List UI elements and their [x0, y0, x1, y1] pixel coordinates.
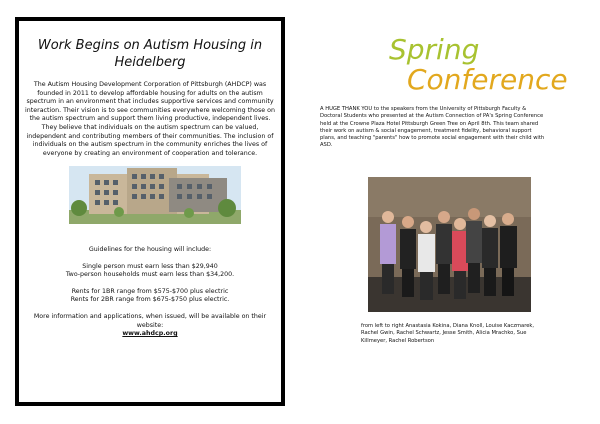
article-body: The Autism Housing Development Corporation of Pittsburgh (AHDCP) was founded in 2011 to develop affordable housing for adults on the autism spectrum in an environment that includes supportive services and community interaction. Their vision is to see communities everywhere welcoming those on the autism spectrum and support them living productive, independent lives. They believe that individuals on the autism spectrum can be valued, independent and contributing members of their communities. The inclusion of individuals on the autism spectrum in the community enriches the lives of everyone by creating an environment of cooperation and tolerance. — [25, 81, 275, 157]
article-title: Work Begins on Autism Housing in Heidelberg — [37, 38, 263, 70]
more-info-text: More information and applications, when issued, will be available on their website: — [33, 312, 267, 329]
photo-caption: from left to right Anastasia Kokina, Diana Knoll, Louise Kaczmarek, Rachel Gwin, Rachel Schwartz, Jesse Smith, Alicia Mrachko, Sue Killmeyer, Rachel Robertson — [361, 323, 535, 344]
spring-conference-logo — [385, 33, 568, 96]
spring-word: Spring — [389, 33, 480, 66]
conference-word: Conference — [407, 63, 568, 96]
income-limit-single: Single person must earn less than $29,940 — [82, 262, 218, 270]
thank-you-text: A HUGE THANK YOU to the speakers from the University of Pittsburgh Faculty & Doctoral Students who presented at the Autism Connection of PA's Spring Conference held at the Crowne Plaza Hotel Pittsburgh Green Tree on April 8th. This team shared their work on autism & social engagement, treatment fidelity, behavioral support plans, and teaching "parents" how to promote social engagement with their child with ASD. — [320, 106, 545, 149]
website-link[interactable]: www.ahdcp.org — [122, 330, 178, 338]
building-illustration — [69, 166, 241, 224]
guidelines-heading: Guidelines for the housing will include: — [88, 246, 212, 253]
rent-1br: Rents for 1BR range from $575-$700 plus electric — [71, 287, 229, 295]
article-panel — [15, 17, 285, 406]
group-photo — [368, 177, 531, 312]
guidelines-section — [23, 246, 277, 347]
rent-2br: Rents for 2BR range from $675-$750 plus electric. — [70, 296, 230, 304]
building-rendering-image — [69, 166, 241, 224]
group-photo-illustration — [368, 177, 531, 312]
income-limit-two: Two-person households must earn less than $34,200. — [65, 271, 235, 279]
